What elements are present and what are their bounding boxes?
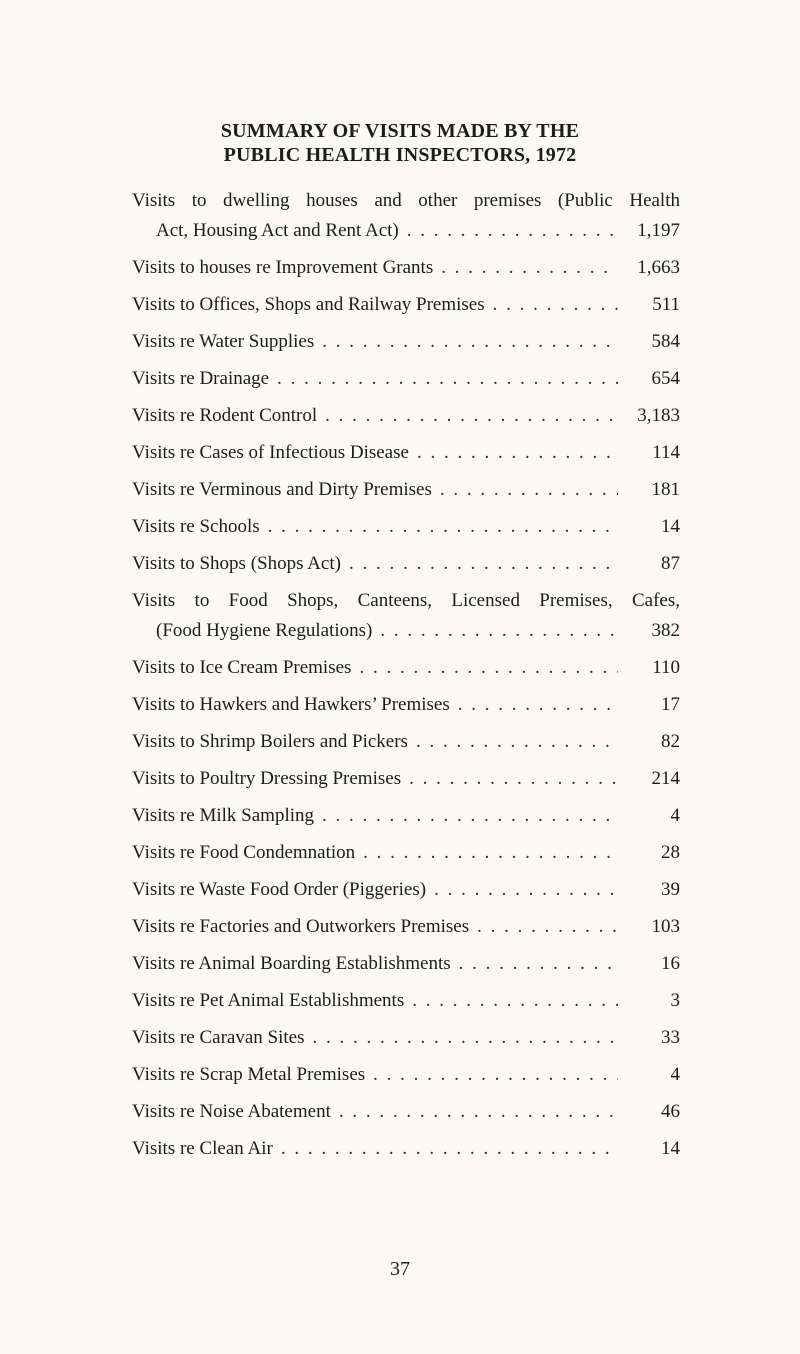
list-item-row xyxy=(132,438,680,468)
dot-leader xyxy=(409,764,618,794)
list-item-row xyxy=(132,1023,680,1053)
list-item-count: 103 xyxy=(651,916,680,937)
list-item-row xyxy=(132,801,680,831)
list-item-row xyxy=(132,875,680,905)
dot-leader xyxy=(322,327,618,357)
list-item-row xyxy=(132,1097,680,1127)
list-item-label: Visits re Factories and Outworkers Premises xyxy=(132,916,470,937)
list-item-label: Visits re Clean Air xyxy=(132,1138,273,1159)
list-item xyxy=(132,438,680,468)
page-title-line-1: SUMMARY OF VISITS MADE BY THE xyxy=(220,120,580,142)
list-item xyxy=(132,653,680,683)
list-item xyxy=(132,290,680,320)
list-item-count: 14 xyxy=(661,516,680,537)
list-item xyxy=(132,912,680,942)
list-item xyxy=(132,1097,680,1127)
page-title-line-2: PUBLIC HEALTH INSPECTORS, 1972 xyxy=(223,144,577,166)
list-item-row xyxy=(132,653,680,683)
list-item xyxy=(132,186,680,246)
list-item-label: Visits re Noise Abatement xyxy=(132,1101,331,1122)
dot-leader xyxy=(493,290,618,320)
list-item-row xyxy=(132,327,680,357)
list-item-row xyxy=(132,727,680,757)
list-item-count: 39 xyxy=(661,879,680,900)
list-item-row xyxy=(132,290,680,320)
page-number: 37 xyxy=(390,1258,410,1280)
list-item-label: Visits re Cases of Infectious Disease xyxy=(132,442,409,463)
list-item-row xyxy=(132,401,680,431)
list-item-count: 1,663 xyxy=(637,257,680,278)
list-item-label: Visits re Animal Boarding Establishments xyxy=(132,953,451,974)
list-item-label: Act, Housing Act and Rent Act) xyxy=(156,220,399,241)
list-item-count: 14 xyxy=(661,1138,680,1159)
list-item xyxy=(132,949,680,979)
list-item-count: 82 xyxy=(661,731,680,752)
list-item-label: Visits to houses re Improvement Grants xyxy=(132,257,434,278)
list-item-label: Visits re Caravan Sites xyxy=(132,1027,305,1048)
list-item-label: Visits to Ice Cream Premises xyxy=(132,657,352,678)
list-item-label: Visits re Water Supplies xyxy=(132,331,315,352)
dot-leader xyxy=(416,727,618,757)
list-item-count: 3 xyxy=(670,990,680,1011)
dot-leader xyxy=(440,475,618,505)
list-item-label: Visits re Food Condemnation xyxy=(132,842,356,863)
list-item-row xyxy=(132,1060,680,1090)
visits-list xyxy=(132,186,680,1171)
list-item-count: 511 xyxy=(652,294,680,315)
list-item-count: 382 xyxy=(651,620,680,641)
list-item-row xyxy=(132,549,680,579)
dot-leader xyxy=(458,690,618,720)
list-item-row xyxy=(132,838,680,868)
list-item-row xyxy=(132,216,680,246)
list-item xyxy=(132,549,680,579)
list-item xyxy=(132,1060,680,1090)
list-item-label: Visits to Shrimp Boilers and Pickers xyxy=(132,731,408,752)
list-item-row xyxy=(132,616,680,646)
dot-leader xyxy=(412,986,618,1016)
list-item-row xyxy=(132,690,680,720)
list-item-row xyxy=(132,475,680,505)
dot-leader xyxy=(339,1097,618,1127)
list-item-row xyxy=(132,949,680,979)
list-item-row xyxy=(132,253,680,283)
dot-leader xyxy=(477,912,618,942)
dot-leader xyxy=(349,549,618,579)
list-item-label: Visits to Offices, Shops and Railway Premises xyxy=(132,294,485,315)
list-item xyxy=(132,1134,680,1164)
list-item-count: 87 xyxy=(661,553,680,574)
list-item-count: 28 xyxy=(661,842,680,863)
list-item-label: Visits re Milk Sampling xyxy=(132,805,315,826)
dot-leader xyxy=(373,1060,618,1090)
list-item xyxy=(132,475,680,505)
list-item-count: 181 xyxy=(651,479,680,500)
list-item xyxy=(132,1023,680,1053)
list-item-label: Visits re Rodent Control xyxy=(132,405,318,426)
dot-leader xyxy=(380,616,618,646)
list-item xyxy=(132,986,680,1016)
list-item-row xyxy=(132,1134,680,1164)
dot-leader xyxy=(312,1023,618,1053)
list-item-count: 214 xyxy=(651,768,680,789)
dot-leader xyxy=(459,949,618,979)
dot-leader xyxy=(363,838,618,868)
list-item-count: 3,183 xyxy=(637,405,680,426)
list-item xyxy=(132,801,680,831)
list-item-count: 584 xyxy=(651,331,680,352)
list-item-row xyxy=(132,364,680,394)
dot-leader xyxy=(434,875,618,905)
list-item xyxy=(132,364,680,394)
list-item-label: (Food Hygiene Regulations) xyxy=(156,620,373,641)
list-item-count: 110 xyxy=(652,657,680,678)
list-item-label: Visits re Scrap Metal Premises xyxy=(132,1064,366,1085)
list-item-count: 16 xyxy=(661,953,680,974)
list-item xyxy=(132,586,680,646)
dot-leader xyxy=(322,801,618,831)
list-item-label: Visits to Poultry Dressing Premises xyxy=(132,768,402,789)
list-item-count: 46 xyxy=(661,1101,680,1122)
dot-leader xyxy=(325,401,618,431)
list-item xyxy=(132,838,680,868)
list-item-count: 17 xyxy=(661,694,680,715)
list-item-count: 1,197 xyxy=(637,220,680,241)
list-item xyxy=(132,512,680,542)
list-item-label: Visits re Waste Food Order (Piggeries) xyxy=(132,879,427,900)
list-item-count: 114 xyxy=(652,442,680,463)
dot-leader xyxy=(268,512,618,542)
dot-leader xyxy=(277,364,618,394)
dot-leader xyxy=(417,438,618,468)
list-item-label: Visits re Drainage xyxy=(132,368,270,389)
dot-leader xyxy=(359,653,618,683)
list-item xyxy=(132,764,680,794)
list-item-count: 4 xyxy=(670,1064,680,1085)
list-item-label: Visits re Schools xyxy=(132,516,260,537)
list-item xyxy=(132,253,680,283)
list-item-count: 654 xyxy=(651,368,680,389)
list-item xyxy=(132,875,680,905)
list-item-count: 4 xyxy=(670,805,680,826)
list-item xyxy=(132,727,680,757)
list-item xyxy=(132,401,680,431)
list-item-label-line-1: Visits to dwelling houses and other premises (Public Health xyxy=(132,190,680,211)
list-item-count: 33 xyxy=(661,1027,680,1048)
list-item-label: Visits to Shops (Shops Act) xyxy=(132,553,341,574)
list-item-label: Visits re Pet Animal Establishments xyxy=(132,990,405,1011)
list-item-row xyxy=(132,986,680,1016)
list-item xyxy=(132,327,680,357)
list-item-row xyxy=(132,764,680,794)
dot-leader xyxy=(281,1134,618,1164)
list-item-label-line-1: Visits to Food Shops, Canteens, Licensed Premises, Cafes, xyxy=(132,590,680,611)
list-item-row xyxy=(132,912,680,942)
list-item-label: Visits re Verminous and Dirty Premises xyxy=(132,479,432,500)
dot-leader xyxy=(407,216,618,246)
dot-leader xyxy=(441,253,618,283)
list-item-row xyxy=(132,512,680,542)
list-item xyxy=(132,690,680,720)
list-item-label: Visits to Hawkers and Hawkers’ Premises xyxy=(132,694,450,715)
